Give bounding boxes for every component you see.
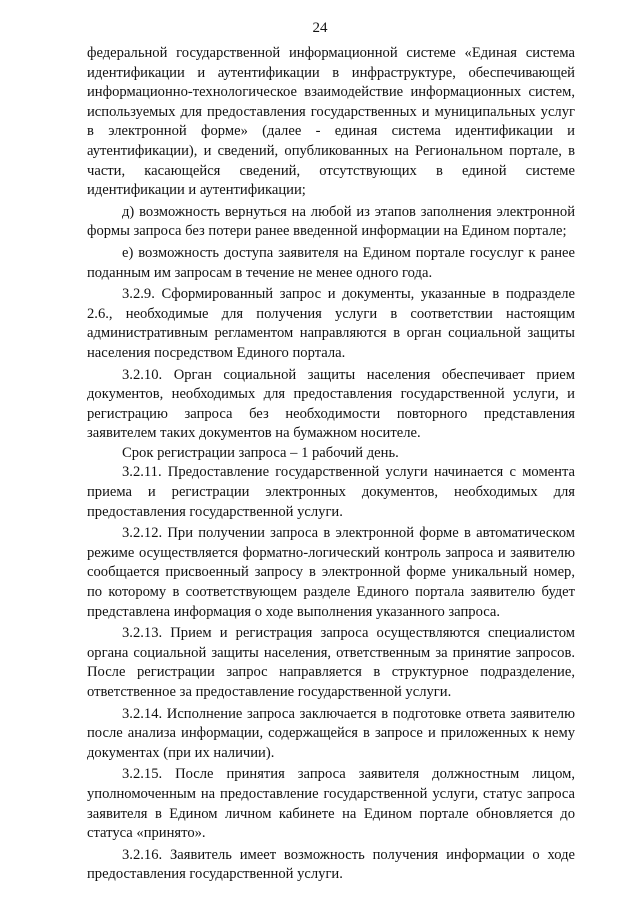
paragraph-esia: федеральной государственной информационной системе «Единая система идентификации и аутентификации в инфраструктуре, обеспечивающей информационно-технологическое взаимодействие информационных систем, используемых для предоставления государственных и муниципальных услуг в электронной форме» (далее - единая система идентификации и аутентификации), и сведений, опубликованных на Региональном портале, в части, касающейся сведений, отсутствующих в единой системе идентификации и аутентификации; xyxy=(87,45,575,199)
paragraph-3-2-14: 3.2.14. Исполнение запроса заключается в подготовке ответа заявителю после анализа информации, содержащейся в запросе и приложенных к нему документах (при их наличии). xyxy=(87,705,575,761)
paragraph-3-2-12: 3.2.12. При получении запроса в электронной форме в автоматическом режиме осуществляется форматно-логический контроль запроса и заявителю сообщается присвоенный запросу в электронной форме уникальный номер, по которому в соответствующем разделе Единого портала заявителю будет представлена информация о ходе выполнения указанного запроса. xyxy=(87,525,575,620)
paragraph-3-2-10: 3.2.10. Орган социальной защиты населения обеспечивает прием документов, необходимых для предоставления государственной услуги, и регистрацию запроса без необходимости повторного представления заявителем таких документов на бумажном носителе. xyxy=(87,366,575,442)
paragraph-3-2-11: 3.2.11. Предоставление государственной услуги начинается с момента приема и регистрации электронных документов, необходимых для предоставления государственной услуги. xyxy=(87,464,575,520)
paragraph-3-2-15: 3.2.15. После принятия запроса заявителя должностным лицом, уполномоченным на предоставление государственной услуги, статус запроса заявителя в Едином личном кабинете на Едином портале обновляется до статуса «принято». xyxy=(87,766,575,842)
paragraph-3-2-9: 3.2.9. Сформированный запрос и документы, указанные в подразделе 2.6., необходимые для получения услуги в соответствии настоящим административным регламентом направляются в орган социальной защиты населения посредством Единого портала. xyxy=(87,286,575,361)
paragraph-3-2-16: 3.2.16. Заявитель имеет возможность получения информации о ходе предоставления государственной услуги. xyxy=(87,846,575,883)
document-body xyxy=(87,44,575,885)
paragraph-3-2-13: 3.2.13. Прием и регистрация запроса осуществляются специалистом органа социальной защиты населения, ответственным за принятие запросов. После регистрации запрос направляется в структурное подразделение, ответственное за предоставление государственной услуги. xyxy=(87,625,575,700)
paragraph-registration-term: Срок регистрации запроса – 1 рабочий день. xyxy=(122,444,399,461)
page-number: 24 xyxy=(312,20,328,36)
paragraph-d: д) возможность вернуться на любой из этапов заполнения электронной формы запроса без потери ранее введенной информации на Едином портале; xyxy=(87,203,575,240)
paragraph-e: е) возможность доступа заявителя на Едином портале госуслуг к ранее поданным им запросам в течение не менее одного года. xyxy=(87,244,575,281)
